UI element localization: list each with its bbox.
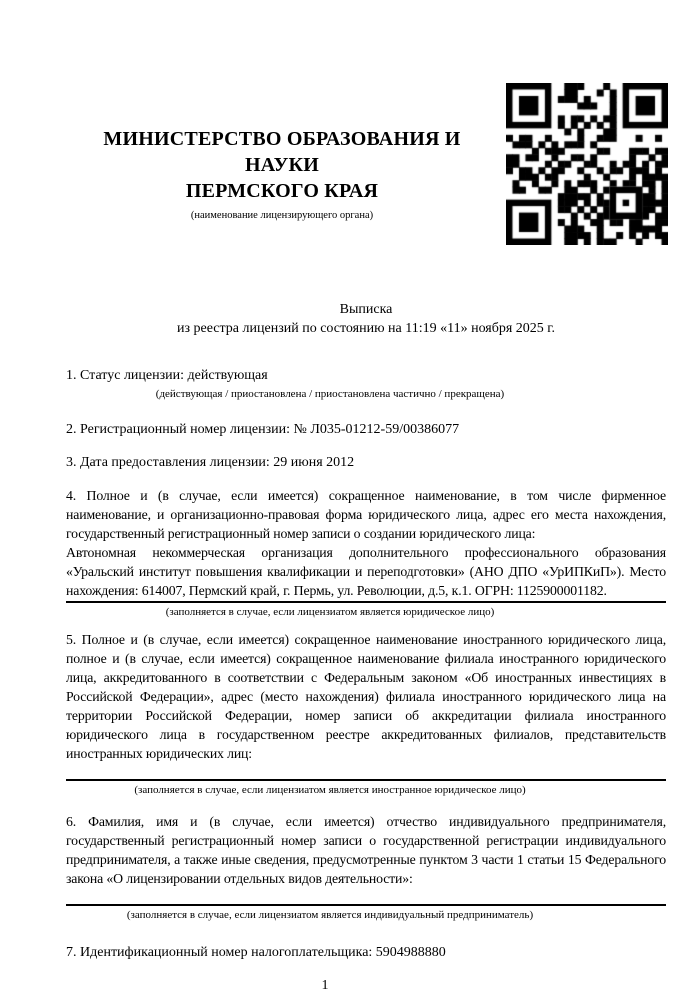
ministry-name-line1: МИНИСТЕРСТВО ОБРАЗОВАНИЯ И НАУКИ [103, 128, 461, 176]
item-6-fill-line [66, 904, 666, 906]
letterhead [66, 0, 666, 260]
page-number: 1 [321, 978, 329, 989]
item-4-fill-line [66, 601, 666, 603]
licensing-authority [66, 126, 498, 222]
item-4-legal-entity-value: Автономная некоммерческая организация дополнительного профессионального образования «Уральский институт повышения квалификации и переподготовки» (АНО ДПО «УрИПКиП»). Место нахождения: 614007, Пермский край, г. Пермь, ул. Революции, д.5, к.1. ОГРН: 1125900001182. [66, 545, 666, 598]
item-4-note: (заполняется в случае, если лицензиатом является юридическое лицо) [165, 606, 495, 618]
item-1-license-status: 1. Статус лицензии: действующая [66, 368, 268, 383]
page-footer [66, 976, 666, 989]
item-4-legal-entity-label: 4. Полное и (в случае, если имеется) сокращенное наименование, в том числе фирменное наименование, и организационно-правовая форма юридического лица, адрес его места нахождения, государственный регистрационный номер записи о создании юридического лица: [66, 488, 666, 541]
item-1-note: (действующая / приостановлена / приостановлена частично / прекращена) [155, 388, 505, 400]
licensing-authority-caption: (наименование лицензирующего органа) [190, 210, 374, 221]
item-7-taxpayer-number: 7. Идентификационный номер налогоплательщика: 5904988880 [66, 945, 446, 960]
qr-code-icon [506, 83, 668, 245]
item-6-entrepreneur-label: 6. Фамилия, имя и (в случае, если имеется) отчество индивидуального предпринимателя, государственный регистрационный номер записи о государственной регистрации индивидуального предпринимателя, а также иные сведения, предусмотренные пунктом 3 части 1 статьи 15 Федерального закона «О лицензировании отдельных видов деятельности»: [66, 814, 666, 886]
item-6-note: (заполняется в случае, если лицензиатом является индивидуальный предприниматель) [126, 909, 534, 921]
document-title [66, 300, 666, 338]
doc-title-line2: из реестра лицензий по состоянию на 11:19 «11» ноября 2025 г. [177, 321, 555, 336]
item-2-registration-number: 2. Регистрационный номер лицензии: № Л035-01212-59/00386077 [66, 422, 460, 437]
item-5-note: (заполняется в случае, если лицензиатом является иностранное юридическое лицо) [134, 784, 526, 796]
doc-title-line1: Выписка [339, 302, 393, 317]
item-5-fill-line [66, 779, 666, 781]
item-3-grant-date: 3. Дата предоставления лицензии: 29 июня 2012 [66, 455, 355, 470]
item-5-foreign-entity-label: 5. Полное и (в случае, если имеется) сокращенное наименование иностранного юридического лица, полное и (в случае, если имеется) сокращенное наименование филиала иностранного юридического лица, аккредитованного в соответствии с Федеральным законом «Об иностранных инвестициях в Российской Федерации», адрес (место нахождения) филиала иностранного юридического лица на территории Российской Федерации, номер записи об аккредитации филиала иностранного юридического лица в государственном реестре аккредитованных филиалов, представительств иностранных юридических лиц: [66, 632, 666, 761]
ministry-name-line2: ПЕРМСКОГО КРАЯ [185, 180, 379, 202]
